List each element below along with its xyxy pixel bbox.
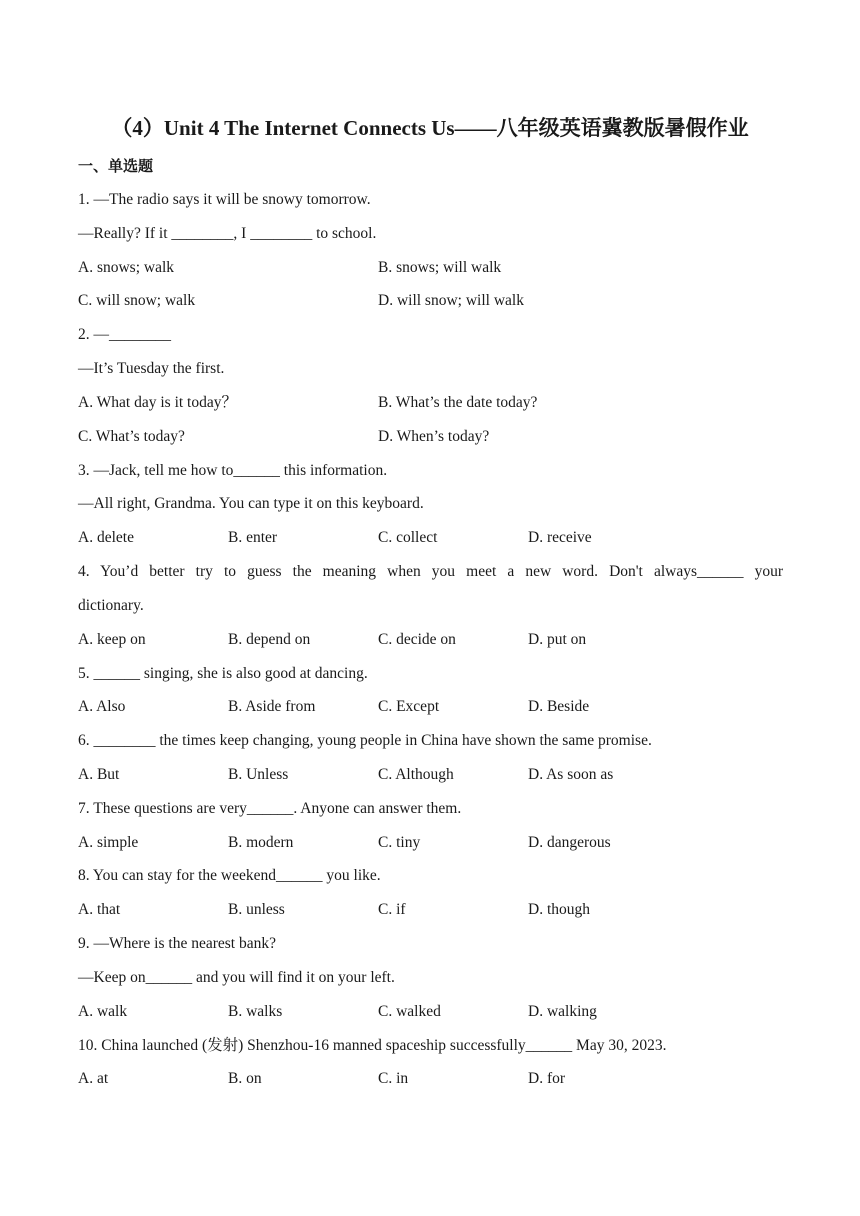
question-2-option-c[interactable]: C. What’s today? [78,428,185,445]
question-1-option-b[interactable]: B. snows; will walk [378,259,502,276]
question-9-option-d[interactable]: D. walking [528,1003,597,1020]
question-3-option-b[interactable]: B. enter [228,529,278,546]
question-7-option-b[interactable]: B. modern [228,834,294,851]
question-6-option-b[interactable]: B. Unless [228,766,289,783]
question-4-option-a[interactable]: A. keep on [78,631,146,648]
question-1-option-d[interactable]: D. will snow; will walk [378,292,524,309]
question-2-stem-2: —It’s Tuesday the first. [78,360,225,377]
section-heading: 一、单选题 [78,157,154,175]
question-7-option-c[interactable]: C. tiny [378,834,421,851]
question-8-option-c[interactable]: C. if [378,901,406,918]
question-10-option-c[interactable]: C. in [378,1070,409,1087]
question-9-stem-2: —Keep on______ and you will find it on your left. [78,969,395,986]
question-6-stem: 6. ________ the times keep changing, young people in China have shown the same promise. [78,732,652,749]
question-3-option-c[interactable]: C. collect [378,529,438,546]
page-title: （4）Unit 4 The Internet Connects Us——八年级英语冀教版暑假作业 [111,116,749,140]
question-5-option-b[interactable]: B. Aside from [228,698,316,715]
question-10-option-a[interactable]: A. at [78,1070,109,1087]
question-7-option-d[interactable]: D. dangerous [528,834,611,851]
question-4-option-d[interactable]: D. put on [528,631,587,648]
question-5-option-a[interactable]: A. Also [78,698,126,715]
question-1-option-a[interactable]: A. snows; walk [78,259,175,276]
question-4-option-c[interactable]: C. decide on [378,631,456,648]
question-7-stem: 7. These questions are very______. Anyone can answer them. [78,800,462,817]
question-8-option-d[interactable]: D. though [528,901,590,918]
question-9-option-b[interactable]: B. walks [228,1003,283,1020]
question-10-option-d[interactable]: D. for [528,1070,566,1087]
question-8-option-b[interactable]: B. unless [228,901,285,918]
question-3-stem: 3. —Jack, tell me how to______ this information. [78,462,388,479]
question-9-stem: 9. —Where is the nearest bank? [78,935,276,952]
question-6-option-a[interactable]: A. But [78,766,120,783]
question-1-stem-2: —Really? If it ________, I ________ to school. [78,225,377,242]
question-2-option-b[interactable]: B. What’s the date today? [378,394,538,411]
question-3-option-a[interactable]: A. delete [78,529,134,546]
question-1-stem: 1. —The radio says it will be snowy tomorrow. [78,191,371,208]
question-1-option-c[interactable]: C. will snow; walk [78,292,196,309]
question-5-option-d[interactable]: D. Beside [528,698,590,715]
question-4-stem-2: dictionary. [78,597,144,614]
question-6-option-d[interactable]: D. As soon as [528,766,614,783]
question-9-option-a[interactable]: A. walk [78,1003,128,1020]
question-2-stem: 2. —________ [78,326,171,343]
question-2-option-d[interactable]: D. When’s today? [378,428,490,445]
question-3-option-d[interactable]: D. receive [528,529,592,546]
question-5-stem: 5. ______ singing, she is also good at dancing. [78,665,368,682]
question-6-option-c[interactable]: C. Although [378,766,454,783]
question-2-option-a[interactable]: A. What day is it today？ [78,394,237,411]
question-7-option-a[interactable]: A. simple [78,834,139,851]
question-4-option-b[interactable]: B. depend on [228,631,311,648]
question-9-option-c[interactable]: C. walked [378,1003,441,1020]
question-4-stem: 4. You’d better try to guess the meaning when you meet a new word. Don't always______ your [78,563,783,580]
question-5-option-c[interactable]: C. Except [378,698,440,715]
question-8-stem: 8. You can stay for the weekend______ you like. [78,867,381,884]
question-10-stem: 10. China launched (发射) Shenzhou-16 manned spaceship successfully______ May 30, 2023. [78,1037,667,1054]
question-10-option-b[interactable]: B. on [228,1070,262,1087]
question-3-stem-2: —All right, Grandma. You can type it on this keyboard. [78,495,424,512]
question-8-option-a[interactable]: A. that [78,901,121,918]
